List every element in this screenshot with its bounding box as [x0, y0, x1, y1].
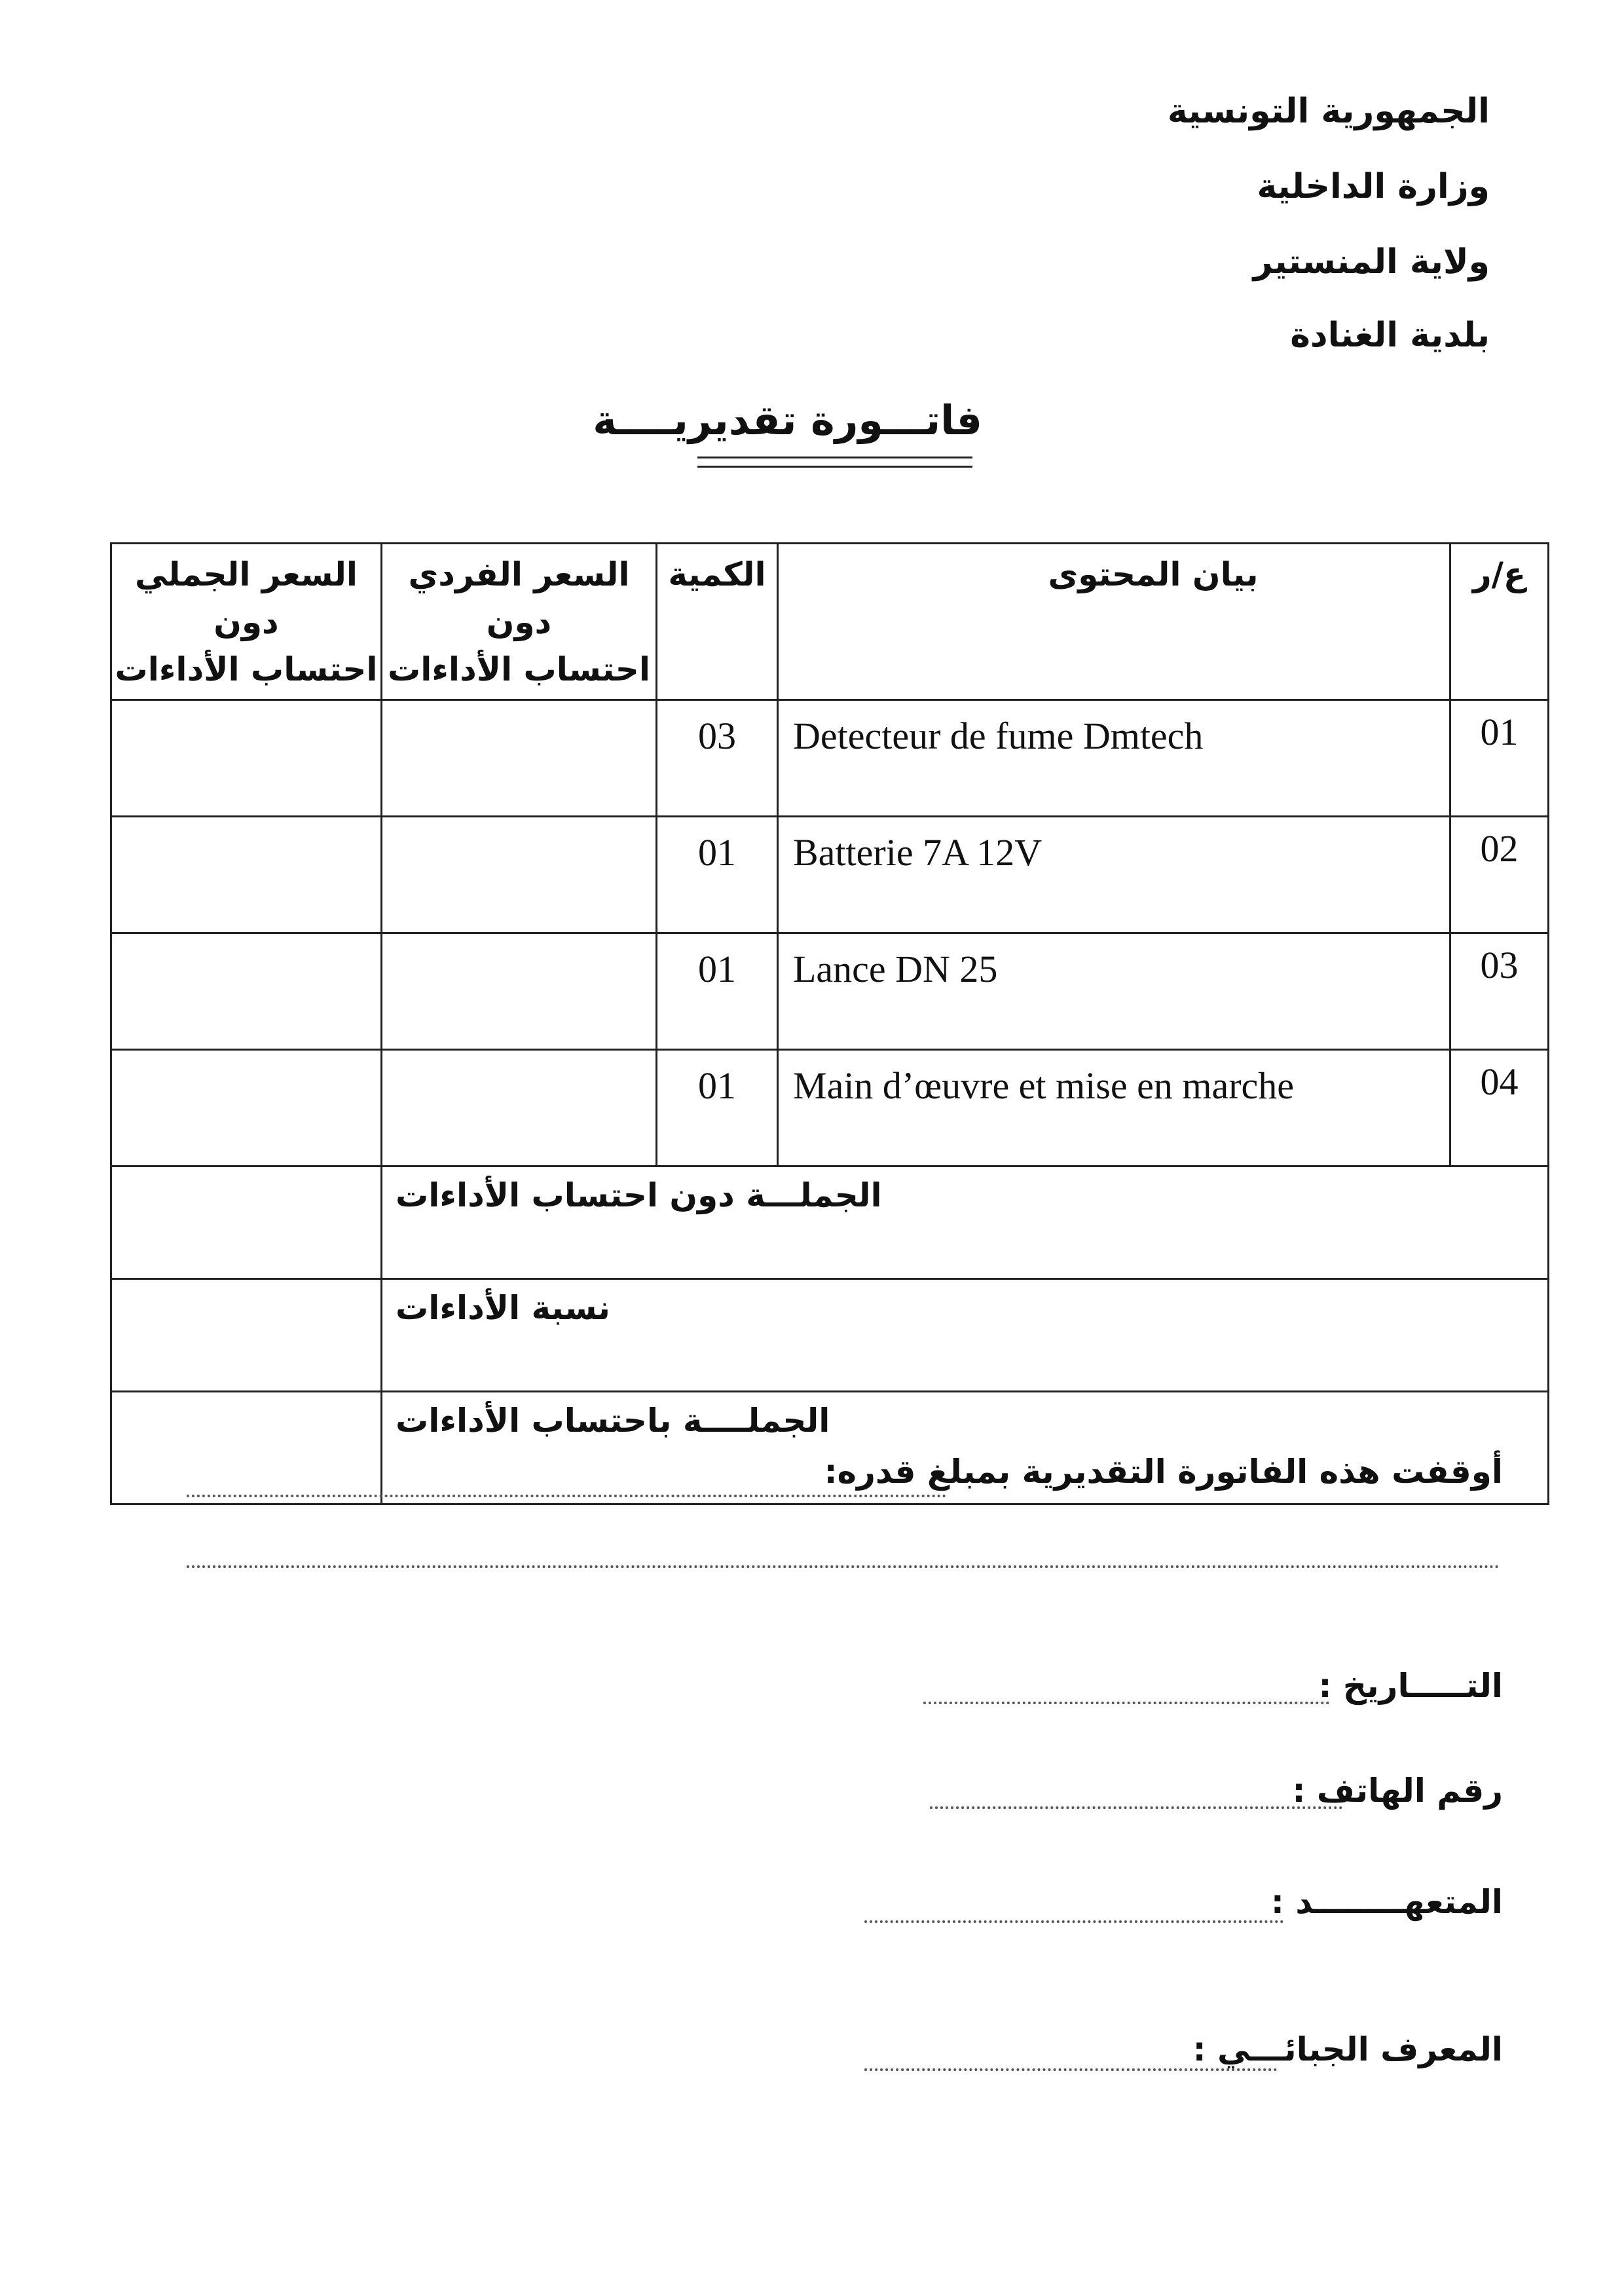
- col-unit-price-l3: احتساب الأداءات: [387, 650, 650, 688]
- col-quantity: الكمية: [657, 544, 778, 700]
- unit-price-cell: [382, 700, 657, 817]
- tax-id-label: المعرف الجبائـــي :: [1192, 2030, 1503, 2068]
- quantity-cell: 03: [657, 700, 778, 817]
- document-title: فاتـــورة تقديريــــة: [593, 396, 982, 444]
- unit-price-cell: [382, 817, 657, 933]
- col-unit-price: [382, 544, 657, 700]
- title-underline: [697, 457, 972, 458]
- index-cell: 02: [1450, 817, 1549, 933]
- invoice-table: [110, 542, 1549, 1505]
- table-row: [111, 1050, 1549, 1166]
- index-cell: 04: [1450, 1050, 1549, 1166]
- col-unit-price-l2: دون: [486, 603, 552, 641]
- unit-price-cell: [382, 1050, 657, 1166]
- total-price-cell: [111, 933, 382, 1050]
- title-underline-2: [697, 466, 972, 468]
- table-row: [111, 700, 1549, 817]
- total-price-cell: [111, 700, 382, 817]
- tax-id-dotted-line[interactable]: [864, 2068, 1277, 2071]
- subtotal-row: [111, 1166, 1549, 1279]
- tax-label: نسبة الأداءات: [382, 1279, 1549, 1392]
- description-cell: Detecteur de fume Dmtech: [778, 700, 1450, 817]
- phone-label: رقم الهاتف :: [1292, 1772, 1503, 1810]
- table-row: [111, 933, 1549, 1050]
- amount-dotted-line-2[interactable]: [187, 1565, 1500, 1568]
- description-cell: Lance DN 25: [778, 933, 1450, 1050]
- col-total-price-l3: احتساب الأداءات: [115, 650, 378, 688]
- index-cell: 03: [1450, 933, 1549, 1050]
- grand-total-label: الجملــــة باحتساب الأداءات: [382, 1392, 1549, 1504]
- col-index: ع/ر: [1450, 544, 1549, 700]
- table-header-row: [111, 544, 1549, 700]
- phone-dotted-line[interactable]: [930, 1806, 1342, 1809]
- header-country: الجمهورية التونسية: [1167, 92, 1490, 131]
- amount-dotted-line[interactable]: [187, 1495, 946, 1497]
- description-cell: Main d’œuvre et mise en marche: [778, 1050, 1450, 1166]
- tax-row: [111, 1279, 1549, 1392]
- col-unit-price-l1: السعر الفردي: [408, 555, 630, 593]
- total-price-cell: [111, 1050, 382, 1166]
- quantity-cell: 01: [657, 933, 778, 1050]
- header-ministry: وزارة الداخلية: [1257, 167, 1490, 206]
- description-cell: Batterie 7A 12V: [778, 817, 1450, 933]
- index-cell: 01: [1450, 700, 1549, 817]
- date-label: التـــــاريخ :: [1318, 1667, 1503, 1705]
- col-total-price-l2: دون: [213, 603, 279, 641]
- tax-value: [111, 1279, 382, 1392]
- col-description: بيان المحتوى: [778, 544, 1450, 700]
- supplier-dotted-line[interactable]: [864, 1920, 1283, 1923]
- col-total-price-l1: السعر الجملي: [135, 555, 358, 593]
- date-dotted-line[interactable]: [923, 1702, 1329, 1704]
- supplier-label: المتعهــــــــد :: [1270, 1883, 1503, 1921]
- amount-label: أوقفت هذه الفاتورة التقديرية بمبلغ قدره:: [824, 1453, 1503, 1491]
- col-total-price: [111, 544, 382, 700]
- subtotal-label: الجملـــة دون احتساب الأداءات: [382, 1166, 1549, 1279]
- header-municipality: بلدية الغنادة: [1290, 316, 1490, 355]
- subtotal-value: [111, 1166, 382, 1279]
- unit-price-cell: [382, 933, 657, 1050]
- header-governorate: ولاية المنستير: [1253, 242, 1490, 282]
- quantity-cell: 01: [657, 1050, 778, 1166]
- quantity-cell: 01: [657, 817, 778, 933]
- total-price-cell: [111, 817, 382, 933]
- table-row: [111, 817, 1549, 933]
- grand-total-value: [111, 1392, 382, 1504]
